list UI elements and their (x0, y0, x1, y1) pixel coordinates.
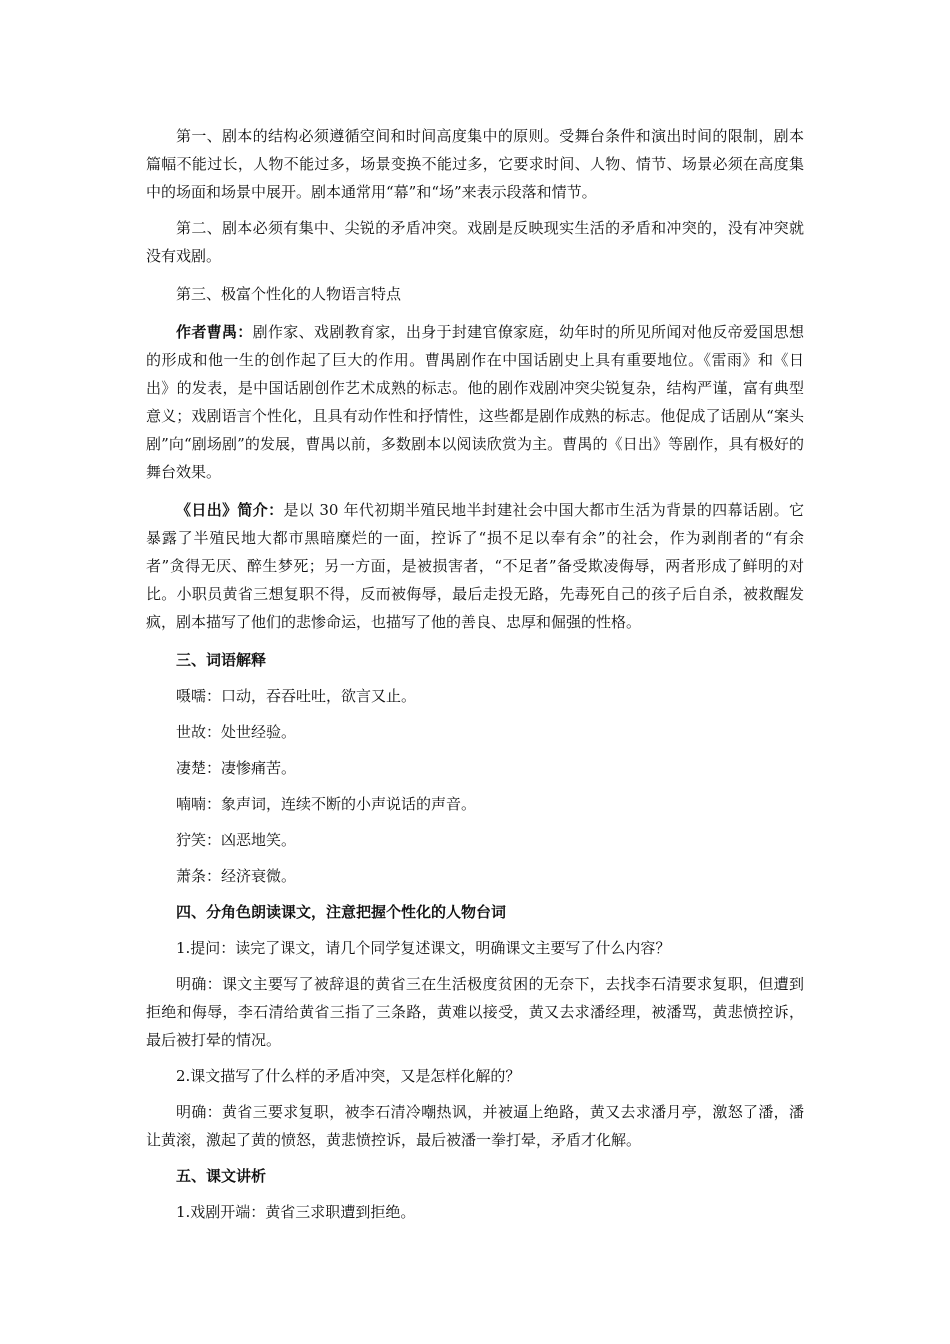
section-heading-reading: 四、分角色朗读课文，注意把握个性化的人物台词 (176, 903, 507, 921)
author-label: 作者曹禺： (176, 323, 253, 341)
paragraph-intro (146, 496, 804, 636)
analysis-item-1: 1.戏剧开端：黄省三求职遭到拒绝。 (176, 1203, 416, 1221)
answer-2: 明确：黄省三要求复职，被李石清冷嘲热讽，并被逼上绝路，黄又去求潘月亭，激怒了潘，潘让黄滚，激起了黄的愤怒，黄悲愤控诉，最后被潘一拳打晕，矛盾才化解。 (146, 1103, 804, 1149)
section-heading-vocabulary: 三、词语解释 (176, 651, 267, 669)
vocab-item: 狞笑：凶恶地笑。 (176, 831, 297, 849)
answer-1: 明确：课文主要写了被辞退的黄省三在生活极度贫困的无奈下，去找李石清要求复职，但遭到拒绝和侮辱，李石清给黄省三指了三条路，黄难以接受，黄又去求潘经理，被潘骂，黄悲愤控诉，最后被打晕的情况。 (146, 975, 804, 1049)
vocab-item: 世故：处世经验。 (176, 723, 297, 741)
paragraph-author (146, 318, 804, 486)
paragraph-structure: 第一、剧本的结构必须遵循空间和时间高度集中的原则。受舞台条件和演出时间的限制，剧本篇幅不能过长，人物不能过多，场景变换不能过多，它要求时间、人物、情节、场景必须在高度集中的场面和场景中展开。剧本通常用“幕”和“场”来表示段落和情节。 (146, 127, 804, 201)
paragraph-language: 第三、极富个性化的人物语言特点 (176, 285, 402, 303)
intro-label: 《日出》简介： (176, 501, 284, 519)
intro-text: 是以 30 年代初期半殖民地半封建社会中国大都市生活为背景的四幕话剧。它暴露了半殖民地大都市黑暗糜烂的一面，控诉了“损不足以奉有余”的社会，作为剥削者的“有余者”贪得无厌、醉生梦死；另一方面，是被损害者，“不足者”备受欺凌侮辱，两者形成了鲜明的对比。小职员黄省三想复职不得，反而被侮辱，最后走投无路，先毒死自己的孩子后自杀，被救醒发疯，剧本描写了他们的悲惨命运，也描写了他的善良、忠厚和倔强的性格。 (146, 501, 804, 631)
question-2: 2.课文描写了什么样的矛盾冲突，又是怎样化解的？ (176, 1067, 521, 1085)
author-text: 剧作家、戏剧教育家，出身于封建官僚家庭，幼年时的所见所闻对他反帝爱国思想的形成和他一生的创作起了巨大的作用。曹禺剧作在中国话剧史上具有重要地位。《雷雨》和《日出》的发表，是中国话剧创作艺术成熟的标志。他的剧作戏剧冲突尖锐复杂，结构严谨，富有典型意义；戏剧语言个性化，且具有动作性和抒情性，这些都是剧作成熟的标志。他促成了话剧从“案头剧”向“剧场剧”的发展，曹禺以前，多数剧本以阅读欣赏为主。曹禺的《日出》等剧作，具有极好的舞台效果。 (146, 323, 804, 481)
document-page (146, 122, 804, 1226)
vocab-item: 凄楚：凄惨痛苦。 (176, 759, 297, 777)
vocab-item: 萧条：经济衰微。 (176, 867, 297, 885)
vocab-item: 喃喃：象声词，连续不断的小声说话的声音。 (176, 795, 477, 813)
vocab-item: 嗫嚅：口动，吞吞吐吐，欲言又止。 (176, 687, 417, 705)
section-heading-analysis: 五、课文讲析 (176, 1167, 267, 1185)
paragraph-conflict: 第二、剧本必须有集中、尖锐的矛盾冲突。戏剧是反映现实生活的矛盾和冲突的，没有冲突就没有戏剧。 (146, 219, 804, 265)
question-1: 1.提问：读完了课文，请几个同学复述课文，明确课文主要写了什么内容？ (176, 939, 671, 957)
